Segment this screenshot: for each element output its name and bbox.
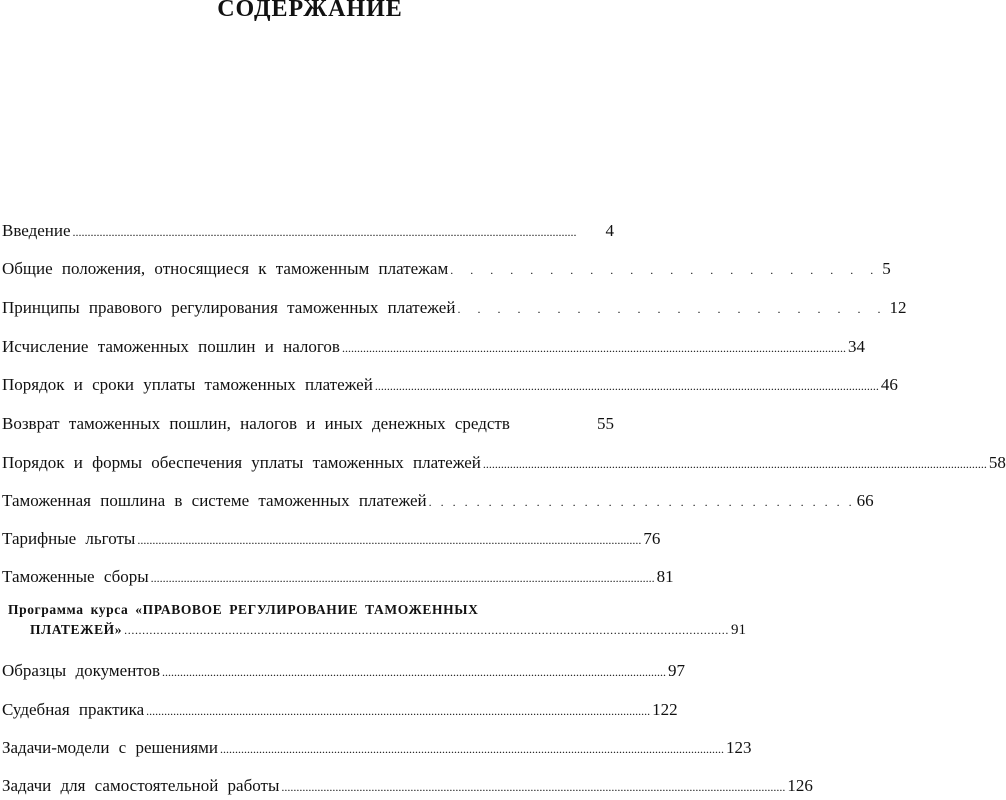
toc-entry-tariff-benefits[interactable] — [2, 529, 661, 549]
toc-entry-introduction[interactable] — [2, 221, 614, 241]
toc-entry-page: 97 — [668, 661, 686, 680]
toc-leader-dots: ........................................................................................................................................................................ — [124, 623, 729, 637]
toc-entry-page: 4 — [605, 221, 614, 240]
toc-leader-dots: ........................................................................................................................................................................ — [220, 742, 725, 756]
toc-entry-label: Введение — [2, 221, 71, 240]
toc-entry-customs-fees[interactable] — [2, 567, 674, 587]
toc-entry-calculation[interactable] — [2, 337, 865, 357]
toc-entry-label: Возврат таможенных пошлин, налогов и иных денежных средств — [2, 414, 510, 433]
toc-entry-label: Общие положения, относящиеся к таможенным платежам — [2, 259, 449, 278]
toc-entry-model-tasks[interactable] — [2, 738, 752, 758]
toc-entry-label: Судебная практика — [2, 700, 145, 719]
toc-entry-label: Задачи-модели с решениями — [2, 738, 219, 757]
toc-entry-label: Задачи для самостоятельной работы — [2, 776, 280, 795]
toc-entry-page: 76 — [643, 529, 661, 548]
toc-leader-dots: . . . . . . . . . . . . . . . . . . . . . . — [450, 263, 881, 277]
toc-leader-dots: . . . . . . . . . . . . . . . . . . . . . . . . . . . . . . . . . . . . — [428, 495, 855, 509]
toc-entry-label: Исчисление таможенных пошлин и налогов — [2, 337, 340, 356]
toc-entry-payment-security[interactable] — [2, 453, 1006, 473]
toc-leader-dots: ........................................................................................................................................................................ — [146, 704, 651, 718]
toc-entry-label: Тарифные льготы — [2, 529, 136, 548]
toc-entry-label: Порядок и сроки уплаты таможенных платежей — [2, 375, 373, 394]
toc-leader-dots: ........................................................................................................................................................................ — [281, 780, 786, 794]
toc-entry-label-line1: Программа курса «ПРАВОВОЕ РЕГУЛИРОВАНИЕ ТАМОЖЕННЫХ — [8, 602, 479, 617]
toc-leader-dots: ........................................................................................................................................................................ — [137, 533, 642, 547]
toc-entry-page: 34 — [847, 337, 865, 356]
toc-entry-label: Принципы правового регулирования таможенных платежей — [2, 298, 456, 317]
toc-entry-label: Таможенная пошлина в системе таможенных платежей — [2, 491, 427, 510]
toc-leader-dots: . . . . . . . . . . . . . . . . . . . . . . — [457, 302, 888, 316]
toc-entry-judicial-practice[interactable] — [2, 700, 678, 720]
toc-leader-dots: ........................................................................................................................................................................ — [72, 225, 577, 239]
toc-entry-page: 12 — [889, 298, 907, 317]
page-title: СОДЕРЖАНИЕ — [217, 0, 403, 22]
toc-entry-document-samples[interactable] — [2, 661, 686, 681]
toc-entry-payment-terms[interactable] — [2, 375, 898, 395]
toc-entry-page: 91 — [730, 622, 746, 638]
toc-leader-dots: ........................................................................................................................................................................ — [482, 457, 987, 471]
toc-entry-page: 123 — [726, 738, 752, 757]
toc-entry-course-program[interactable] — [8, 602, 746, 639]
toc-entry-general-provisions[interactable] — [2, 259, 891, 279]
toc-entry-page: 122 — [652, 700, 678, 719]
toc-entry-refund[interactable] — [2, 414, 614, 434]
toc-entry-label-line2-wrap — [30, 622, 746, 639]
toc-entry-customs-duty[interactable] — [2, 491, 874, 511]
toc-entry-label-line2: ПЛАТЕЖЕЙ» — [30, 622, 123, 637]
toc-leader-dots: ........................................................................................................................................................................ — [374, 379, 879, 393]
toc-entry-page: 46 — [880, 375, 898, 394]
toc-entry-label: Таможенные сборы — [2, 567, 149, 586]
toc-entry-page: 126 — [787, 776, 813, 795]
toc-leader-dots: ........................................................................................................................................................................ — [150, 571, 655, 585]
toc-entry-self-study-tasks[interactable] — [2, 776, 813, 796]
toc-entry-page: 66 — [856, 491, 874, 510]
toc-leader-dots: ........................................................................................................................................................................ — [341, 341, 846, 355]
toc-entry-page: 55 — [597, 414, 614, 433]
toc-entry-label: Образцы документов — [2, 661, 161, 680]
toc-leader-dots: ........................................................................................................................................................................ — [162, 665, 667, 679]
toc-entry-label: Порядок и формы обеспечения уплаты таможенных платежей — [2, 453, 481, 472]
toc-entry-page: 81 — [656, 567, 674, 586]
toc-entry-page: 58 — [988, 453, 1006, 472]
toc-entry-legal-principles[interactable] — [2, 298, 907, 318]
toc-entry-page: 5 — [882, 259, 891, 278]
